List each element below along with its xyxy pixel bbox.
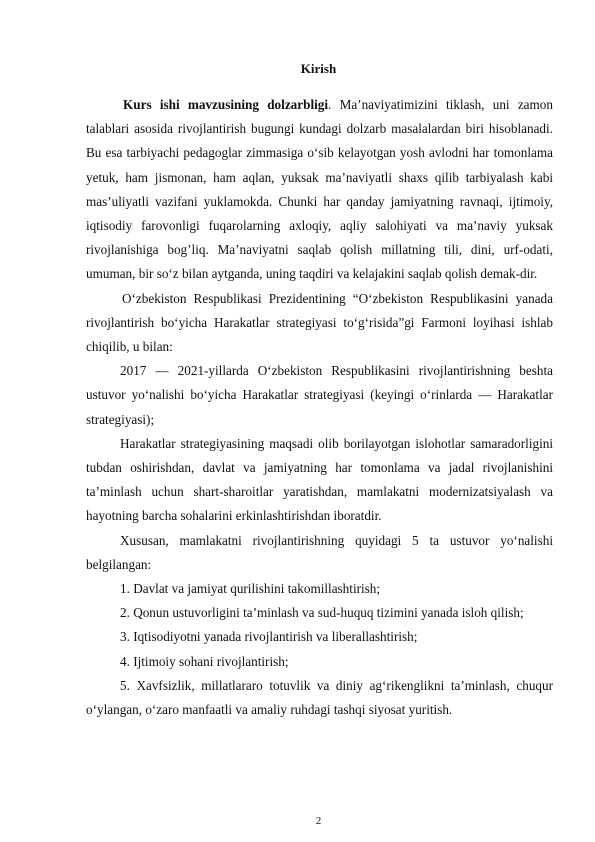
list-item: 4. Ijtimoiy sohani rivojlantirish; [120, 653, 289, 669]
paragraph-priorities-intro: Xususan, mamlakatni rivojlantirishning quyidagi 5 ta ustuvor yo‘nalishi belgilangan: [86, 532, 553, 572]
list-item: 5. Xavfsizlik, millatlararo totuvlik va diniy ag‘rikenglikni ta’minlash, chuqur o‘ylangan, o‘zaro manfaatli va amaliy ruhdagi tashqi siyosat yuritish. [86, 677, 553, 718]
paragraph-strategy-years: 2017 — 2021-yillarda O‘zbekiston Respublikasini rivojlantirishning beshta ustuvor yo‘nalishi bo‘yicha Harakatlar strategiyasi (keyingi o‘rinlarda — Harakatlar strategiyasi); [86, 363, 553, 427]
document-body [86, 93, 553, 722]
paragraph-decree: O‘zbekiston Respublikasi Prezidentining “O‘zbekiston Respublikasini yanada rivojlantirish bo‘yicha Harakatlar strategiyasi to‘g‘risida”gi Farmoni loyihasi ishlab chiqilib, u bilan: [86, 290, 553, 355]
intro-text: . Ma’naviyatimizini tiklash, uni zamon talablari asosida rivojlantirish bugungi kundagi dolzarb masalalardan biri hisoblanadi. Bu esa tarbiyachi pedagoglar zimmasiga o‘sib kelayotgan yosh avlodni har tomonlama yetuk, ham jismonan, ham aqlan, yuksak ma’naviyatli shaxs qilib tarbiyalash kabi mas’uliyatli vazifani yuklamokda. Chunki har qanday jamiyatning ravnaqi, ijtimoiy, iqtisodiy farovonligi fuqarolarning axloqiy, aqliy salohiyati va ma’naviy yuksak rivojlanishiga bog’liq. Ma’naviyatni saqlab qolish millatning tili, dini, urf-odati, umuman, bir so‘z bilan aytganda, uning taqdiri va kelajakini saqlab qolish demak-dir. [86, 97, 553, 282]
list-item: 1. Davlat va jamiyat qurilishini takomillashtirish; [120, 581, 381, 597]
intro-keyword: Kurs ishi mavzusining dolzarbligi [123, 97, 329, 112]
list-item: 2. Qonun ustuvorligini ta’minlash va sud-huquq tizimini yanada isloh qilish; [120, 605, 524, 621]
page-title: Kirish [300, 61, 337, 76]
list-item: 3. Iqtisodiyotni yanada rivojlantirish va liberallashtirish; [120, 629, 418, 645]
intro-paragraph [86, 93, 553, 287]
paragraph-strategy-goal: Harakatlar strategiyasining maqsadi olib borilayotgan islohotlar samaradorligini tubdan oshirishdan, davlat va jamiyatning har tomonlama va jadal rivojlanishini ta’minlash uchun shart-sharoitlar yaratishdan, mamlakatni modernizatsiyalash va hayotning barcha sohalarini erkinlashtirishdan iboratdir. [86, 435, 553, 524]
page-number: 2 [315, 815, 322, 827]
